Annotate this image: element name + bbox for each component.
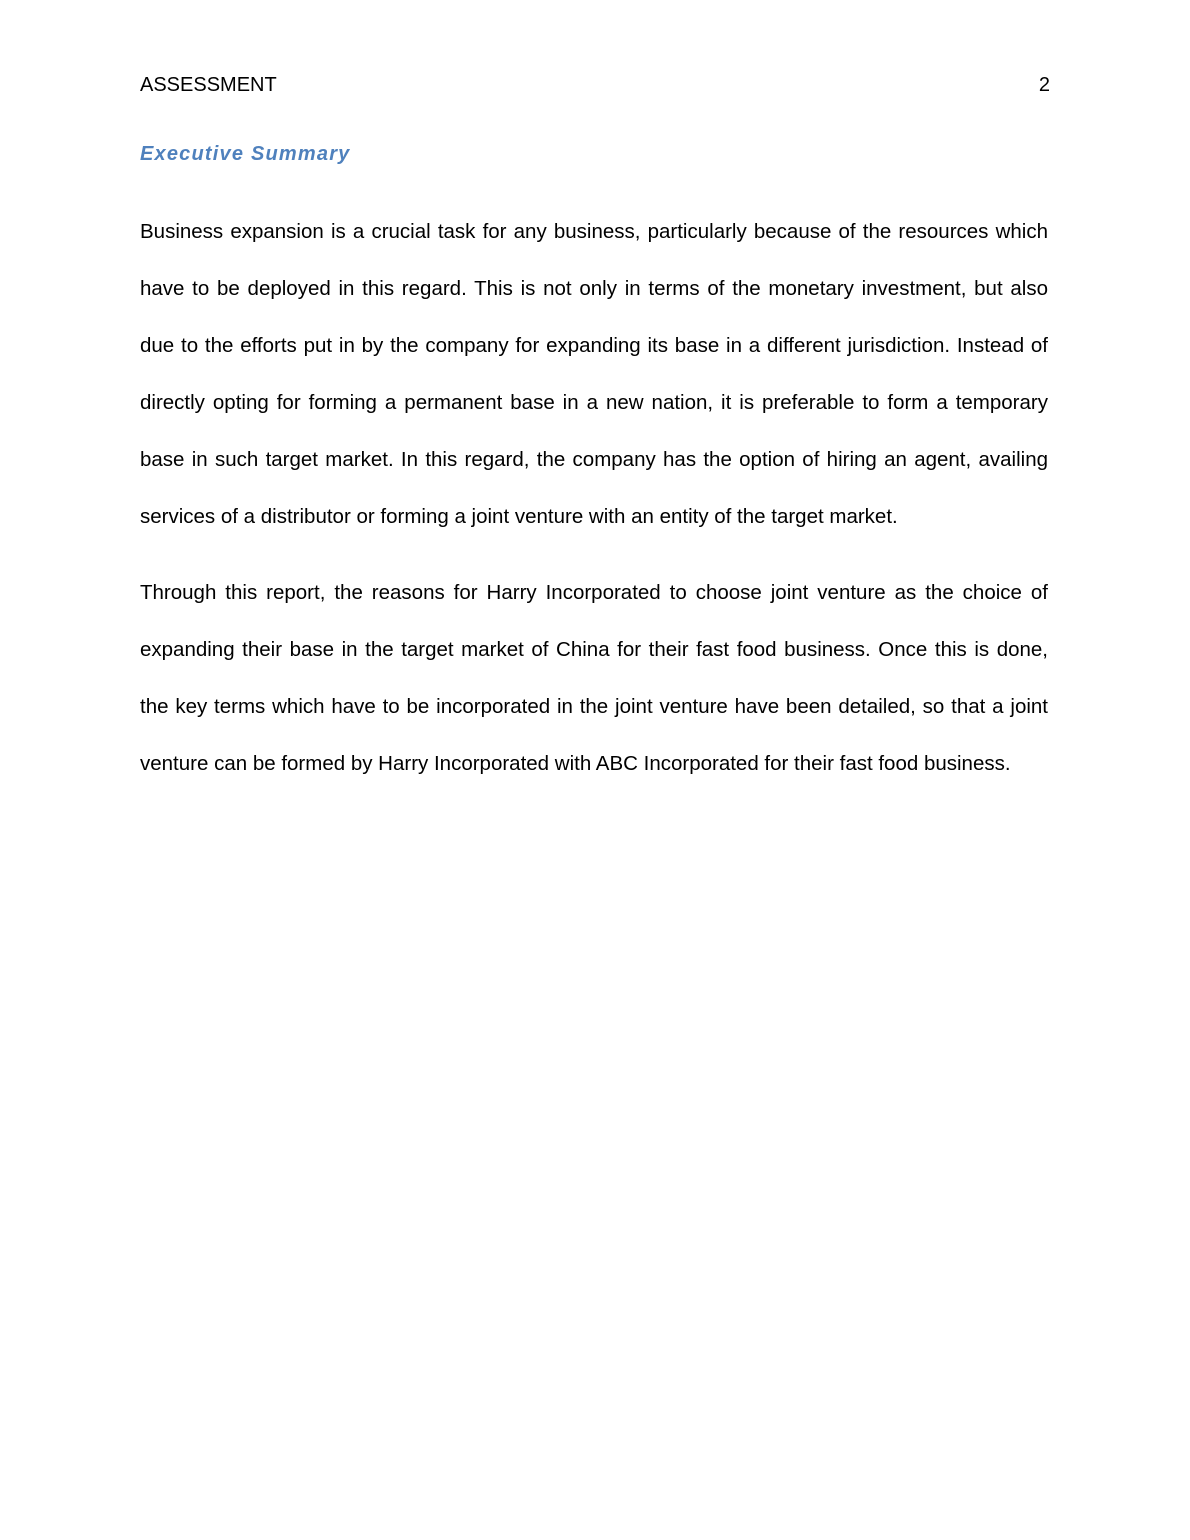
page-header: [140, 72, 1050, 98]
running-head: ASSESSMENT: [140, 74, 277, 96]
body-text: [140, 203, 1048, 792]
paragraph-1: Business expansion is a crucial task for any business, particularly because of the resources which have to be deployed in this regard. This is not only in terms of the monetary investment, but also due to the efforts put in by the company for expanding its base in a different jurisdiction. Instead of directly opting for forming a permanent base in a new nation, it is preferable to form a temporary base in such target market. In this regard, the company has the option of hiring an agent, availing services of a distributor or forming a joint venture with an entity of the target market.: [140, 220, 1048, 528]
paragraph-2: Through this report, the reasons for Harry Incorporated to choose joint venture as the choice of expanding their base in the target market of China for their fast food business. Once this is done, the key terms which have to be incorporated in the joint venture have been detailed, so that a joint venture can be formed by Harry Incorporated with ABC Incorporated for their fast food business.: [140, 581, 1048, 775]
section-heading: Executive Summary: [140, 143, 351, 165]
page-number: 2: [1038, 74, 1050, 96]
